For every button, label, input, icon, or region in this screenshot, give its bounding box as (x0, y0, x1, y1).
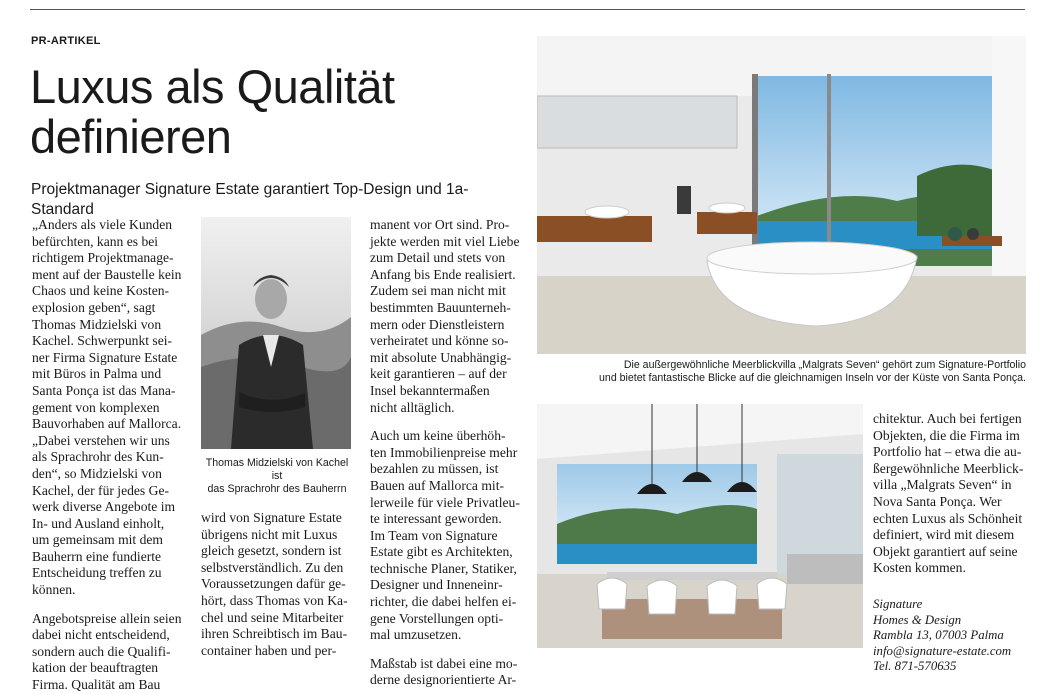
section-label: PR-ARTIKEL (31, 35, 101, 47)
text-line: Entscheidung treffen zu (32, 565, 162, 581)
text-line: selbstverständlich. Zu den (201, 559, 344, 575)
column-3-paragraph-1 (370, 217, 530, 416)
text-line: ment auf der Baustelle kein (32, 266, 182, 282)
text-line: gleich gesetzt, sondern ist (201, 543, 342, 559)
text-line: Bauherrn eine fundierte (32, 548, 162, 564)
portrait-caption-line-2: das Sprachrohr des Bauherrn (207, 483, 347, 495)
text-line: chel und seine Mitarbeiter (201, 609, 344, 625)
bathroom-caption (537, 359, 1026, 385)
text-line: Angebotspreise allein seien (32, 610, 182, 626)
text-line: mit absolute Unabhängig- (370, 349, 512, 365)
text-line: „Dabei verstehen wir uns (32, 432, 170, 448)
text-line: Objekt garantiert auf seine (873, 543, 1018, 559)
text-line: den“, so Midzielski von (32, 465, 162, 481)
text-line: keit garantieren – auf der (370, 366, 507, 382)
column-3-paragraph-2 (370, 428, 530, 644)
text-line: kation der beauftragten (32, 660, 159, 676)
text-line: chitektur. Auch bei fertigen (873, 411, 1022, 426)
text-line: übrigens nicht mit Luxus (201, 526, 338, 542)
contact-info (873, 597, 1031, 675)
text-line: Santa Ponça ist das Mana- (32, 382, 176, 398)
contact-line: Tel. 871-570635 (873, 659, 957, 674)
text-column-1 (32, 217, 192, 694)
contact-line: Rambla 13, 07003 Palma (873, 628, 1004, 643)
headline-line-2: definieren (30, 110, 232, 163)
text-line: Im Team von Signature (370, 527, 498, 543)
text-line: Objekten, die die Firma im (873, 427, 1020, 443)
text-line: um gemeinsam mit dem (32, 532, 164, 548)
text-line: Chaos und keine Kosten- (32, 283, 170, 299)
text-line: mal umzusetzen. (370, 627, 462, 643)
text-line: können. (32, 582, 76, 598)
text-line: Thomas Midzielski von (32, 316, 162, 332)
text-line: gene Vorstellungen opti- (370, 610, 504, 626)
text-line: Firma. Qualität am Bau (32, 677, 161, 693)
text-line: werk diverse Angebote im (32, 499, 176, 515)
top-rule (30, 9, 1025, 10)
text-line: Zudem sei man nicht mit (370, 283, 506, 299)
column-3-paragraph-3 (370, 656, 530, 689)
dining-room-photo (537, 404, 863, 648)
bathroom-caption-line-2: und bietet fantastische Blicke auf die gleichnamigen Inseln vor der Küste von Santa Ponça. (599, 372, 1026, 384)
text-line: ner Firma Signature Estate (32, 349, 178, 365)
text-line: Estate gibt es Architekten, (370, 544, 513, 560)
text-column-3 (370, 217, 530, 689)
text-line: explosion geben“, sagt (32, 299, 156, 315)
column-4-paragraph (873, 411, 1031, 577)
text-line: derne designorientierte Ar- (370, 672, 517, 688)
text-column-4 (873, 411, 1031, 675)
text-line: Designer und Inneneinr- (370, 577, 503, 593)
text-line: Bauen auf Mallorca mit- (370, 477, 504, 493)
text-line: bezahlen zu müssen, ist (370, 461, 499, 477)
article-headline (30, 62, 530, 162)
text-line: technische Planer, Statiker, (370, 560, 517, 576)
text-line: ihren Schreibtisch im Bau- (201, 626, 348, 642)
column-1-paragraph-2 (32, 611, 192, 694)
text-line: ten Immobilienpreise mehr (370, 444, 518, 460)
text-line: verheiratet und könne so- (370, 333, 509, 349)
text-line: Kachel. Schwerpunkt sei- (32, 333, 173, 349)
portrait-photo (201, 217, 351, 449)
text-line: richtigem Projektmanage- (32, 250, 174, 266)
text-line: Insel bekanntermaßen (370, 382, 490, 398)
text-line: richter, die dabei helfen ei- (370, 594, 517, 610)
text-line: te interessant geworden. (370, 511, 502, 527)
text-line: „Anders als viele Kunden (32, 217, 173, 232)
text-line: befürchten, kann es bei (32, 233, 159, 249)
text-line: Portfolio hat – etwa die au- (873, 444, 1022, 460)
text-line: mit Büros in Palma und (32, 366, 162, 382)
headline-line-1: Luxus als Qualität (30, 60, 395, 113)
text-line: Anfang bis Ende realisiert. (370, 266, 516, 282)
text-line: lerweile für viele Privatleu- (370, 494, 520, 510)
text-line: Maßstab ist dabei eine mo- (370, 655, 518, 671)
portrait-caption (201, 457, 353, 496)
contact-line: Homes & Design (873, 612, 962, 627)
text-line: ßergewöhnliche Meerblick- (873, 460, 1024, 476)
text-line: gement von komplexen (32, 399, 160, 415)
text-line: Voraussetzungen dafür ge- (201, 576, 346, 592)
text-line: echten Luxus als Schönheit (873, 510, 1023, 526)
text-line: Kachel, der für jedes Ge- (32, 482, 169, 498)
article-subhead: Projektmanager Signature Estate garantiert Top-Design und 1a-Standard (31, 181, 469, 218)
text-line: container haben und per- (201, 642, 337, 658)
contact-line: info@signature-estate.com (873, 643, 1012, 658)
text-line: dabei nicht entscheidend, (32, 627, 170, 643)
text-line: bestimmten Bauunterneh- (370, 299, 511, 315)
text-line: mern oder Dienstleistern (370, 316, 505, 332)
text-line: nicht alltäglich. (370, 399, 455, 415)
text-line: definiert, wird mit diesem (873, 527, 1015, 543)
text-line: Kosten kommen. (873, 560, 966, 576)
text-line: Auch um keine überhöh- (370, 428, 506, 444)
bathroom-caption-line-1: Die außergewöhnliche Meerblickvilla „Malgrats Seven“ gehört zum Signature-Portfolio (623, 359, 1026, 371)
text-line: Bauvorhaben auf Mallorca. (32, 416, 182, 432)
text-line: Nova Santa Ponça. Wer (873, 493, 1002, 509)
text-line: als Sprachrohr des Kun- (32, 449, 164, 465)
portrait-caption-line-1: Thomas Midzielski von Kachel ist (205, 457, 349, 482)
text-line: jekte werden mit viel Liebe (370, 233, 520, 249)
text-line: zum Detail und stets von (370, 250, 506, 266)
text-line: In- und Ausland einholt, (32, 515, 165, 531)
text-line: sondern auch die Qualifi- (32, 643, 171, 659)
text-line: wird von Signature Estate (201, 510, 342, 525)
contact-line: Signature (873, 596, 923, 611)
bathroom-photo (537, 36, 1026, 354)
text-line: hört, dass Thomas von Ka- (201, 592, 348, 608)
text-line: manent vor Ort sind. Pro- (370, 217, 510, 232)
text-column-2 (201, 510, 351, 659)
text-line: villa „Malgrats Seven“ in (873, 477, 1012, 493)
column-1-paragraph-1 (32, 217, 192, 599)
